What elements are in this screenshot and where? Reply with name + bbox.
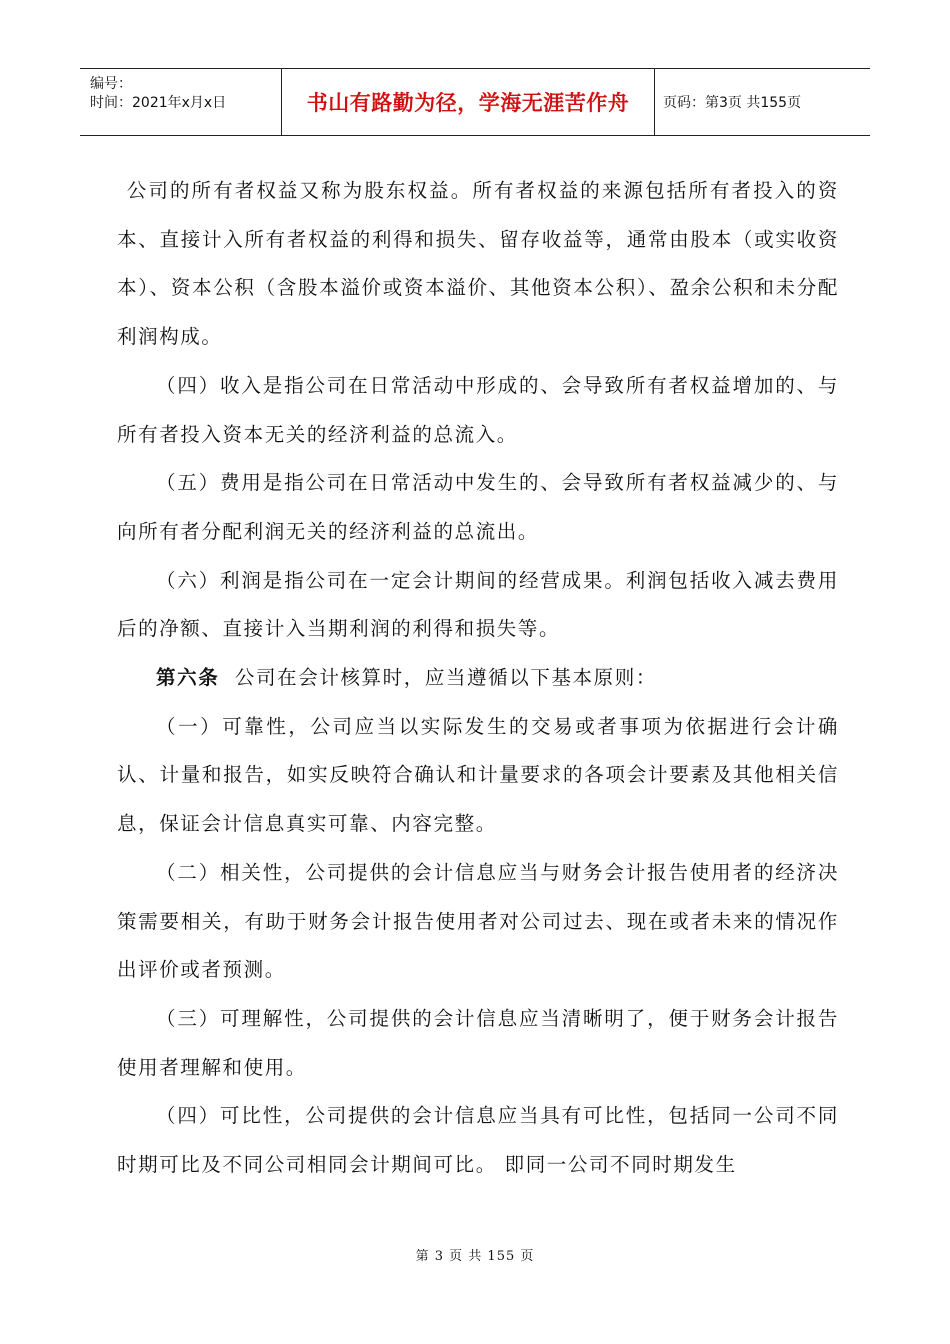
article-paragraph: 第六条 公司在会计核算时，应当遵循以下基本原则： xyxy=(156,666,657,690)
document-body xyxy=(117,167,839,1190)
article-heading: 第六条 xyxy=(156,666,220,690)
number-label: 编号： xyxy=(90,76,132,92)
paragraph: （四）可比性，公司提供的会计信息应当具有可比性，包括同一公司不同时期可比及不同公司相同会计期间可比。 即同一公司不同时期发生 xyxy=(117,1104,839,1177)
motto-text: 书山有路勤为径，学海无涯苦作舟 xyxy=(306,91,630,115)
paragraph: （六）利润是指公司在一定会计期间的经营成果。利润包括收入减去费用后的净额、直接计入当期利润的利得和损失等。 xyxy=(117,568,839,641)
document-header xyxy=(80,68,870,136)
header-page-cell xyxy=(655,69,870,135)
paragraph: （三）可理解性，公司提供的会计信息应当清晰明了，便于财务会计报告使用者理解和使用。 xyxy=(117,1006,839,1079)
page-info: 页码：第3页 共155页 xyxy=(663,95,802,111)
page-footer: 第 3 页 共 155 页 xyxy=(415,1249,535,1264)
time-label: 时间：2021年x月x日 xyxy=(90,95,227,111)
header-meta xyxy=(80,69,282,135)
paragraph: （五）费用是指公司在日常活动中发生的、会导致所有者权益减少的、与向所有者分配利润无关的经济利益的总流出。 xyxy=(117,471,839,543)
paragraph: （一）可靠性，公司应当以实际发生的交易或者事项为依据进行会计确认、计量和报告，如实反映符合确认和计量要求的各项会计要素及其他相关信息，保证会计信息真实可靠、内容完整。 xyxy=(117,714,839,836)
paragraph: （二）相关性，公司提供的会计信息应当与财务会计报告使用者的经济决策需要相关，有助于财务会计报告使用者对公司过去、现在或者未来的情况作出评价或者预测。 xyxy=(117,860,839,982)
paragraph: （四）收入是指公司在日常活动中形成的、会导致所有者权益增加的、与所有者投入资本无关的经济利益的总流入。 xyxy=(117,373,839,446)
header-motto-cell xyxy=(282,69,655,135)
paragraph: 公司的所有者权益又称为股东权益。所有者权益的来源包括所有者投入的资本、直接计入所有者权益的利得和损失、留存收益等，通常由股本（或实收资本）、资本公积（含股本溢价或资本溢价、其他资本公积）、盈余公积和未分配利润构成。 xyxy=(117,179,839,349)
